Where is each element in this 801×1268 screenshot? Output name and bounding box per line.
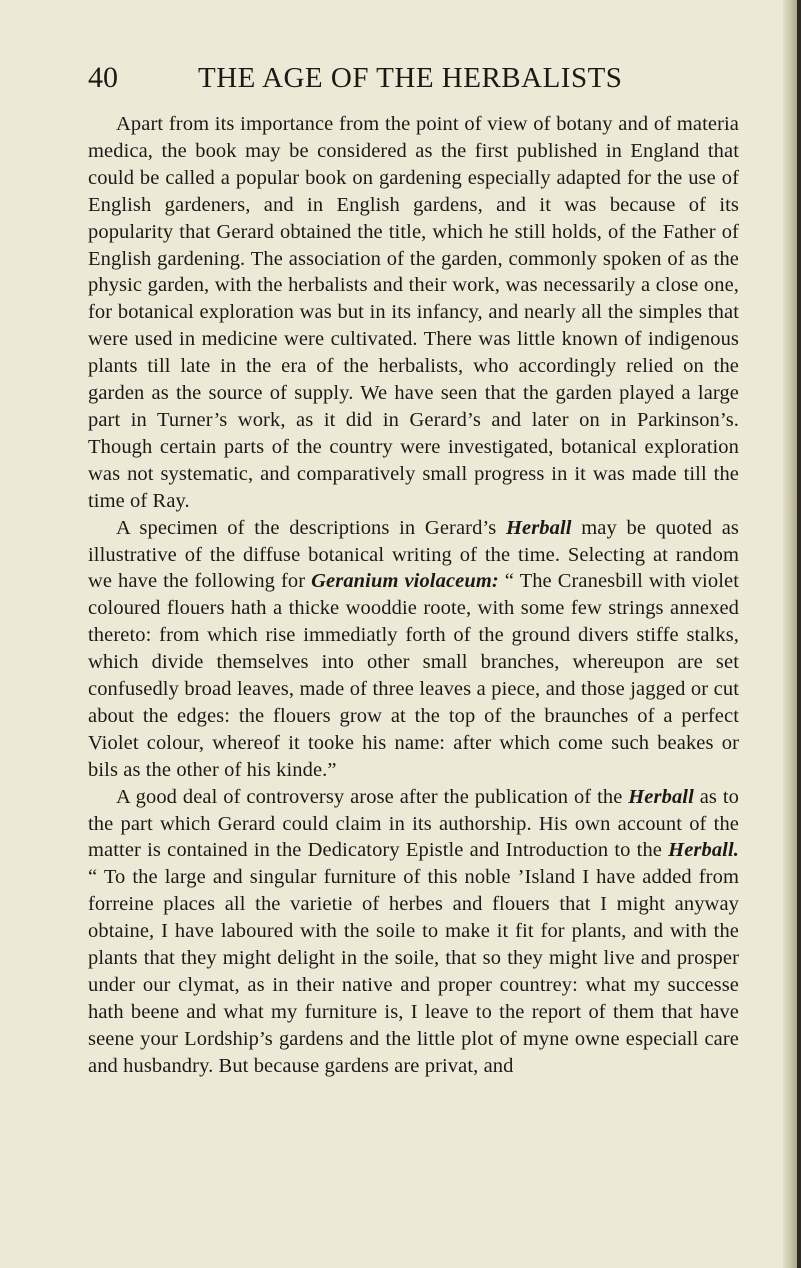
running-title: THE AGE OF THE HERBALISTS	[198, 62, 623, 94]
paragraph-2-text-1: A specimen of the descriptions in Gerard’s	[116, 516, 506, 539]
paragraph-2	[88, 515, 739, 784]
book-edge	[797, 0, 801, 1268]
paragraph-2-text-2: may be quoted as illustrative of the diffuse botanical writing of the time. Selecting at random we have the following for	[88, 516, 739, 593]
paragraph-3	[88, 784, 739, 1080]
page-number: 40	[88, 61, 118, 94]
body-text	[88, 111, 739, 1080]
paragraph-3-quote: “ To the large and singular furniture of this noble ’Island I have added from forreine places all the varietie of herbes and flouers that I might anyway obtaine, I have laboured with the soile to make it fit for plants, and with the plants that they might delight in the soile, that so they might live and prosper under our clymat, as in their native and proper countrey: what my successe hath beene and what my furniture is, I leave to the report of them that have seene your Lordship’s gardens and the little plot of myne owne especiall care and husbandry. But because gardens are privat, and	[88, 866, 739, 1077]
italic-herball: Herball	[628, 785, 694, 808]
italic-geranium-violaceum: Geranium violaceum:	[311, 570, 499, 593]
paragraph-1: Apart from its importance from the point of view of botany and of materia medica, the book may be considered as the first published in England that could be called a popular book on gardening especially adapted for the use of English gardeners, and in English gardens, and it was because of its popularity that Gerard obtained the title, which he still holds, of the Father of English gardening. The association of the garden, commonly spoken of as the physic garden, with the herbalists and their work, was necessarily a close one, for botanical exploration was but in its infancy, and nearly all the simples that were used in medicine were cultivated. There was little known of indigenous plants till late in the era of the herbalists, who accordingly relied on the garden as the source of supply. We have seen that the garden played a large part in Turner’s work, as it did in Gerard’s and later on in Parkinson’s. Though certain parts of the country were investigated, botanical exploration was not systematic, and comparatively small progress in it was made till the time of Ray.	[88, 113, 739, 512]
paragraph-3-text-1: A good deal of controversy arose after the publication of the	[116, 785, 629, 808]
paragraph-2-quote: “ The Cranesbill with violet coloured flouers hath a thicke wooddie roote, with some few strings annexed thereto: from which rise immediatly forth of the ground divers stiffe stalks, which divide themselves into other small branches, whereupon are set confusedly broad leaves, made of three leaves a piece, and those jagged or cut about the edges: the flouers grow at the top of the braunches of a perfect Violet colour, whereof it tooke his name: after which come such beakes or bils as the other of his kinde.”	[88, 570, 739, 781]
paragraph-3-text-2: as to the part which Gerard could claim in its authorship. His own account of the matter is contained in the Dedicatory Epistle and Introduction to the	[88, 785, 740, 862]
italic-herball: Herball	[505, 516, 572, 539]
italic-herball-2: Herball.	[668, 839, 739, 862]
page-header	[88, 60, 748, 100]
